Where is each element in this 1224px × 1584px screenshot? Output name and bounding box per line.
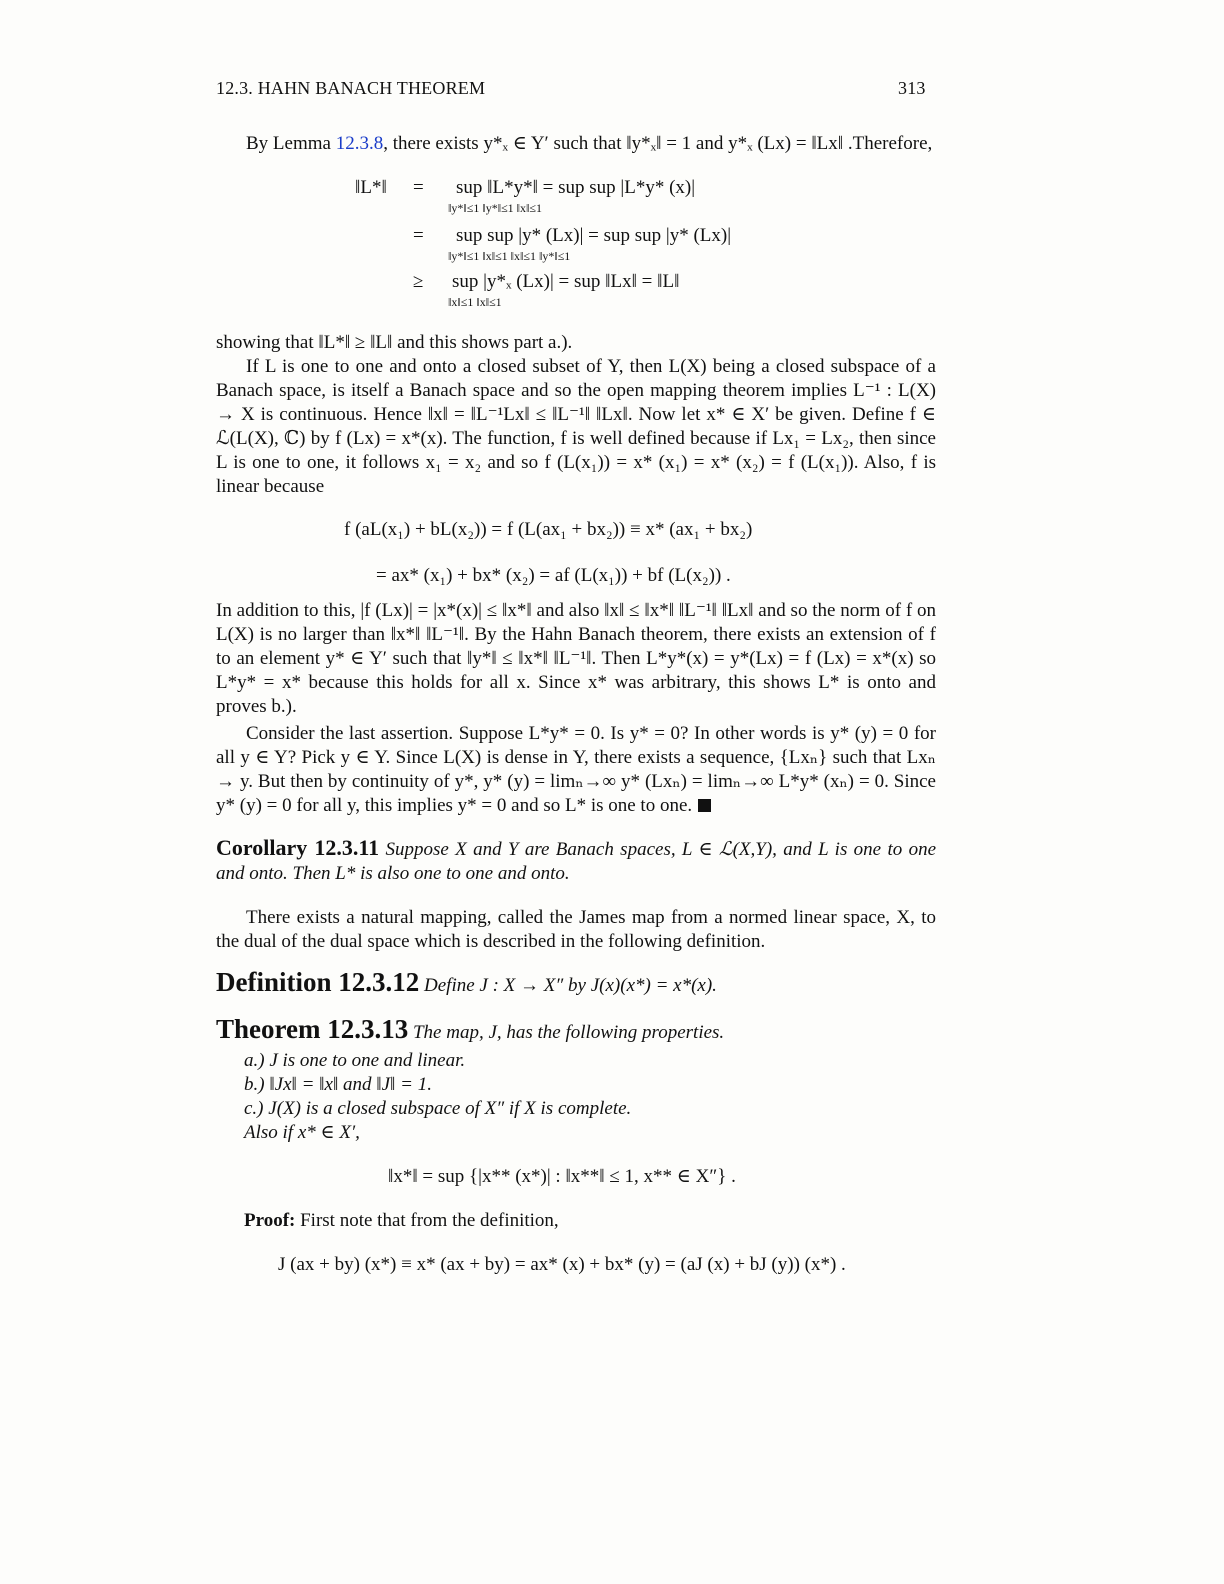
intro-text-after: , there exists y*ₓ ∈ Y′ such that ‖y*ₓ‖ = 1 and y*ₓ (Lx) = ‖Lx‖ .Therefore, <box>383 133 933 154</box>
lemma-link[interactable]: 12.3.8 <box>335 133 384 154</box>
intro-paragraph <box>216 132 936 156</box>
running-header: 12.3. HAHN BANACH THEOREM <box>216 78 486 98</box>
paragraph-part-d-text: Consider the last assertion. Suppose L*y* = 0. Is y* = 0? In other words is y* (y) = 0 for all y ∈ Y? Pick y ∈ Y. Since L(X) is dense in Y, there exists a sequence, {Lxₙ} such that Lxₙ → y. But then by continuity of y*, y* (y) = limₙ→∞ y* (Lxₙ) = limₙ→∞ L*y* (xₙ) = 0. Since y* (y) = 0 for all y, this implies y* = 0 and so L* is one to one. <box>216 723 936 816</box>
proof-display-equation: J (ax + by) (x*) ≡ x* (ax + by) = ax* (x) + bx* (y) = (aJ (x) + bJ (y)) (x*) . <box>278 1254 846 1275</box>
eq3-rel: ≥ <box>413 271 424 292</box>
paragraph-part-d <box>216 722 936 818</box>
eq2-rhs: sup sup |y* (Lx)| = sup sup |y* (Lx)| <box>456 225 732 246</box>
qed-square-icon <box>698 799 711 812</box>
eq2-limits: ‖y*‖≤1 ‖x‖≤1 ‖x‖≤1 ‖y*‖≤1 <box>448 249 571 263</box>
corollary-label: Corollary 12.3.11 <box>216 835 380 860</box>
theorem-label: Theorem 12.3.13 <box>216 1014 409 1044</box>
proof-block <box>244 1209 559 1233</box>
theorem-item: Also if x* ∈ X′, <box>244 1122 360 1143</box>
theorem-item: c.) J(X) is a closed subspace of X″ if X is complete. <box>244 1098 632 1119</box>
definition-statement: Define J : X → X″ by J(x)(x*) = x*(x). <box>424 975 717 996</box>
theorem-items <box>244 1049 631 1145</box>
paragraph-part-b: If L is one to one and onto a closed subset of Y, then L(X) being a closed subspace of a Banach space, is itself a Banach space and so the open mapping theorem implies L⁻¹ : L(X) → X is continuous. Hence ‖x‖ = ‖L⁻¹Lx‖ ≤ ‖L⁻¹‖ ‖Lx‖. Now let x* ∈ X′ be given. Define f ∈ ℒ(L(X), ℂ) by f (Lx) = x*(x). The function, f is well defined because if Lx₁ = Lx₂, then since L is one to one, it follows x₁ = x₂ and so f (L(x₁)) = x* (x₁) = x* (x₂) = f (L(x₁)). Also, f is linear because <box>216 356 936 497</box>
eq2-rel: = <box>413 225 424 246</box>
paragraph-part-c: In addition to this, |f (Lx)| = |x*(x)| ≤ ‖x*‖ and also ‖x‖ ≤ ‖x*‖ ‖L⁻¹‖ ‖Lx‖ and so the norm of f on L(X) is no larger than ‖x*‖ ‖L⁻¹‖. By the Hahn Banach theorem, there exists an extension of f to an element y* ∈ Y′ such that ‖y*‖ ≤ ‖x*‖ ‖L⁻¹‖. Then L*y*(x) = y*(Lx) = f (Lx) = x*(x) so L*y* = x* because this holds for all x. Since x* was arbitrary, this shows L* is onto and proves b.). <box>216 600 936 717</box>
eq1-rhs: sup ‖L*y*‖ = sup sup |L*y* (x)| <box>456 177 696 198</box>
corollary-statement: Suppose X and Y are Banach spaces, L ∈ ℒ(X,Y), and L is one to one and onto. Then L* is also one to one and onto. <box>216 839 937 884</box>
linearity-equation-line1: f (aL(x₁) + bL(x₂)) = f (L(ax₁ + bx₂)) ≡ x* (ax₁ + bx₂) <box>344 519 753 540</box>
corollary-block <box>216 836 936 886</box>
theorem-item: a.) J is one to one and linear. <box>244 1050 466 1071</box>
theorem-statement: The map, J, has the following properties. <box>412 1022 725 1043</box>
linearity-equation-line2: = ax* (x₁) + bx* (x₂) = af (L(x₁)) + bf (L(x₂)) . <box>376 565 731 586</box>
paragraph-james-map: There exists a natural mapping, called the James map from a normed linear space, X, to the dual of the dual space which is described in the following definition. <box>216 907 936 952</box>
intro-text-before: By Lemma <box>246 133 336 154</box>
eq3-limits: ‖x‖≤1 ‖x‖≤1 <box>448 295 502 309</box>
definition-block <box>216 967 936 998</box>
paragraph-part-a: showing that ‖L*‖ ≥ ‖L‖ and this shows part a.). <box>216 332 573 353</box>
eq1-rel: = <box>413 177 424 198</box>
eq1-lhs: ‖L*‖ <box>355 177 387 198</box>
eq3-rhs: sup |y*ₓ (Lx)| = sup ‖Lx‖ = ‖L‖ <box>452 271 680 292</box>
proof-text: First note that from the definition, <box>300 1210 559 1231</box>
proof-label: Proof: <box>244 1210 296 1231</box>
eq1-limits: ‖y*‖≤1 ‖y*‖≤1 ‖x‖≤1 <box>448 201 542 215</box>
definition-label: Definition 12.3.12 <box>216 967 420 997</box>
theorem-display-equation: ‖x*‖ = sup {|x** (x*)| : ‖x**‖ ≤ 1, x** ∈ X″} . <box>388 1166 736 1187</box>
page-number: 313 <box>898 78 926 98</box>
theorem-block <box>216 1014 936 1045</box>
theorem-item: b.) ‖Jx‖ = ‖x‖ and ‖J‖ = 1. <box>244 1074 432 1095</box>
